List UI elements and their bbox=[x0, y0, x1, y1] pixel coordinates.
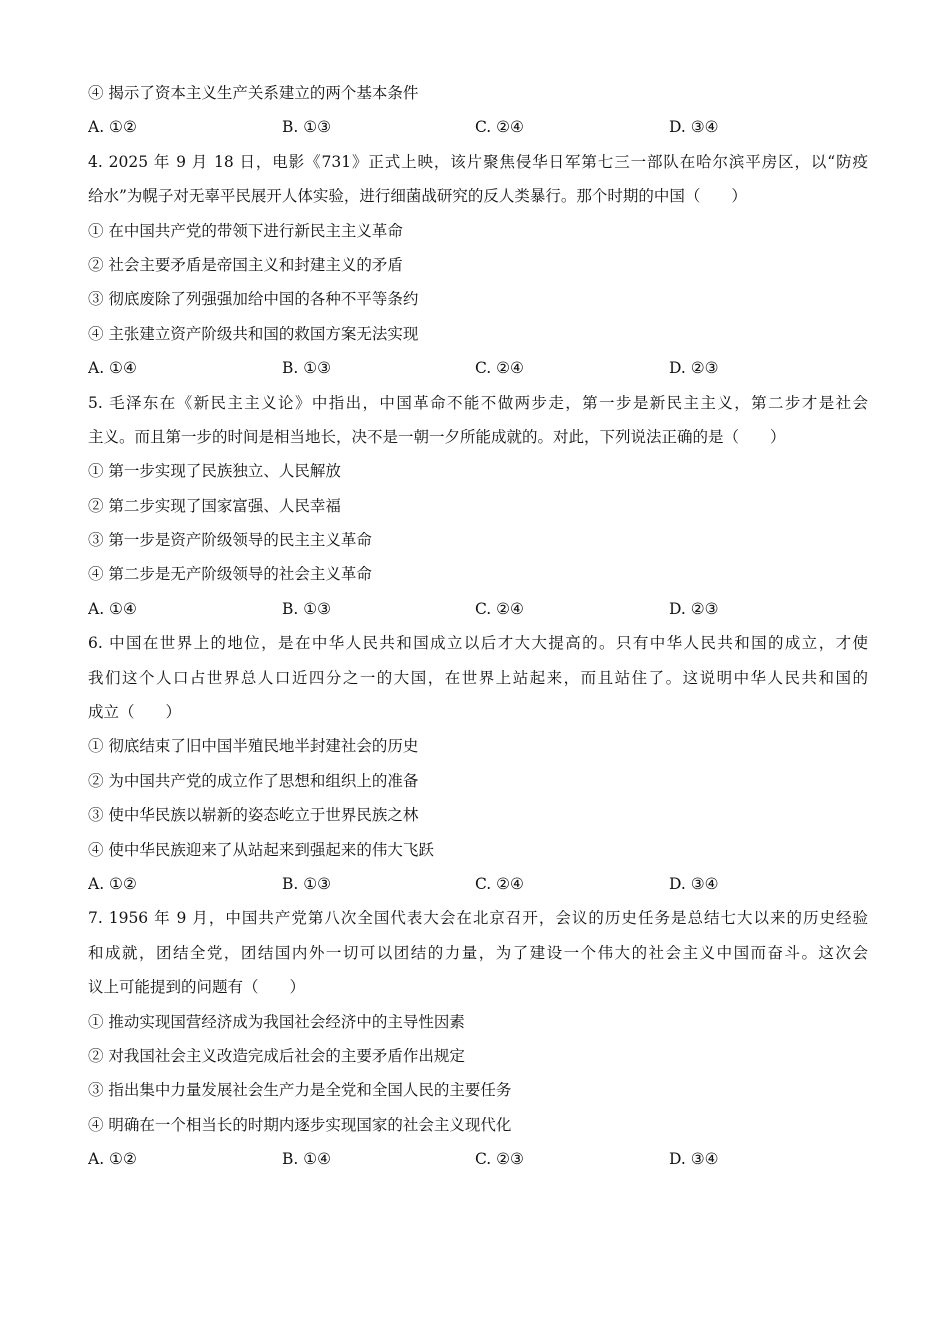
q5-item-3: ③ 第一步是资产阶级领导的民主主义革命 bbox=[88, 531, 372, 550]
q6-stem-line-1: 6. 中国在世界上的地位，是在中华人民共和国成立以后才大大提高的。只有中华人民共和国的成立，才使 bbox=[88, 634, 868, 653]
q4-option-d[interactable]: D. ②③ bbox=[669, 359, 719, 378]
q7-item-2: ② 对我国社会主义改造完成后社会的主要矛盾作出规定 bbox=[88, 1046, 465, 1065]
q5-item-4: ④ 第二步是无产阶级领导的社会主义革命 bbox=[88, 565, 372, 584]
q5-option-d[interactable]: D. ②③ bbox=[669, 599, 719, 618]
q5-option-b[interactable]: B. ①③ bbox=[282, 599, 332, 618]
question-6 bbox=[88, 626, 868, 901]
q7-stem-line-2: 和成就，团结全党，团结国内外一切可以团结的力量，为了建设一个伟大的社会主义中国而奋斗。这次会 bbox=[88, 943, 868, 962]
q6-option-c[interactable]: C. ②④ bbox=[475, 874, 524, 893]
q3-option-a[interactable]: A. ①② bbox=[88, 118, 137, 137]
question-7 bbox=[88, 901, 868, 1176]
q7-option-a[interactable]: A. ①② bbox=[88, 1150, 137, 1169]
q6-stem-line-2: 我们这个人口占世界总人口近四分之一的大国，在世界上站起来，而且站住了。这说明中华人民共和国的 bbox=[88, 668, 868, 687]
q3-option-c[interactable]: C. ②④ bbox=[475, 118, 524, 137]
q6-option-b[interactable]: B. ①③ bbox=[282, 874, 332, 893]
q6-option-d[interactable]: D. ③④ bbox=[669, 874, 719, 893]
q7-stem-line-1: 7. 1956 年 9 月，中国共产党第八次全国代表大会在北京召开，会议的历史任务是总结七大以来的历史经验 bbox=[88, 909, 868, 928]
q5-stem-line-1: 5. 毛泽东在《新民主主义论》中指出，中国革命不能不做两步走，第一步是新民主主义，第二步才是社会 bbox=[88, 393, 868, 412]
q4-item-3: ③ 彻底废除了列强强加给中国的各种不平等条约 bbox=[88, 290, 419, 309]
q4-item-1: ① 在中国共产党的带领下进行新民主主义革命 bbox=[88, 221, 403, 240]
question-4 bbox=[88, 145, 868, 386]
q5-stem-line-2: 主义。而且第一步的时间是相当地长，决不是一朝一夕所能成就的。对此，下列说法正确的是（ ） bbox=[88, 427, 786, 446]
q6-item-4: ④ 使中华民族迎来了从站起来到强起来的伟大飞跃 bbox=[88, 840, 434, 859]
q6-option-a[interactable]: A. ①② bbox=[88, 874, 137, 893]
exam-page bbox=[88, 76, 868, 1177]
q5-option-a[interactable]: A. ①④ bbox=[88, 599, 137, 618]
q6-item-2: ② 为中国共产党的成立作了思想和组织上的准备 bbox=[88, 771, 419, 790]
q5-item-2: ② 第二步实现了国家富强、人民幸福 bbox=[88, 496, 341, 515]
q7-option-d[interactable]: D. ③④ bbox=[669, 1150, 719, 1169]
q7-item-4: ④ 明确在一个相当长的时期内逐步实现国家的社会主义现代化 bbox=[88, 1115, 512, 1134]
q4-item-4: ④ 主张建立资产阶级共和国的救国方案无法实现 bbox=[88, 324, 419, 343]
q6-item-1: ① 彻底结束了旧中国半殖民地半封建社会的历史 bbox=[88, 737, 419, 756]
q4-stem-line-1: 4. 2025 年 9 月 18 日，电影《731》正式上映，该片聚焦侵华日军第七三一部队在哈尔滨平房区，以“防疫 bbox=[88, 152, 868, 171]
q6-stem-line-3: 成立（ ） bbox=[88, 703, 182, 722]
question-5 bbox=[88, 386, 868, 627]
q4-option-b[interactable]: B. ①③ bbox=[282, 359, 332, 378]
q4-item-2: ② 社会主要矛盾是帝国主义和封建主义的矛盾 bbox=[88, 255, 403, 274]
q4-stem-line-2: 给水”为幌子对无辜平民展开人体实验，进行细菌战研究的反人类暴行。那个时期的中国（ ） bbox=[88, 187, 747, 206]
q7-options bbox=[88, 1142, 868, 1176]
q3-option-b[interactable]: B. ①③ bbox=[282, 118, 332, 137]
q4-option-a[interactable]: A. ①④ bbox=[88, 359, 137, 378]
q4-option-c[interactable]: C. ②④ bbox=[475, 359, 524, 378]
question-3-continued bbox=[88, 76, 868, 145]
q5-item-1: ① 第一步实现了民族独立、人民解放 bbox=[88, 462, 341, 481]
q7-item-1: ① 推动实现国营经济成为我国社会经济中的主导性因素 bbox=[88, 1012, 465, 1031]
q4-options bbox=[88, 351, 868, 385]
q5-options bbox=[88, 592, 868, 626]
q3-item-4: ④ 揭示了资本主义生产关系建立的两个基本条件 bbox=[88, 84, 419, 102]
q5-option-c[interactable]: C. ②④ bbox=[475, 599, 524, 618]
q6-item-3: ③ 使中华民族以崭新的姿态屹立于世界民族之林 bbox=[88, 806, 419, 825]
q6-options bbox=[88, 867, 868, 901]
q3-option-d[interactable]: D. ③④ bbox=[669, 118, 719, 137]
q3-options bbox=[88, 110, 868, 144]
q7-stem-line-3: 议上可能提到的问题有（ ） bbox=[88, 978, 306, 997]
q7-option-c[interactable]: C. ②③ bbox=[475, 1150, 524, 1169]
q7-option-b[interactable]: B. ①④ bbox=[282, 1150, 332, 1169]
q7-item-3: ③ 指出集中力量发展社会生产力是全党和全国人民的主要任务 bbox=[88, 1081, 512, 1100]
